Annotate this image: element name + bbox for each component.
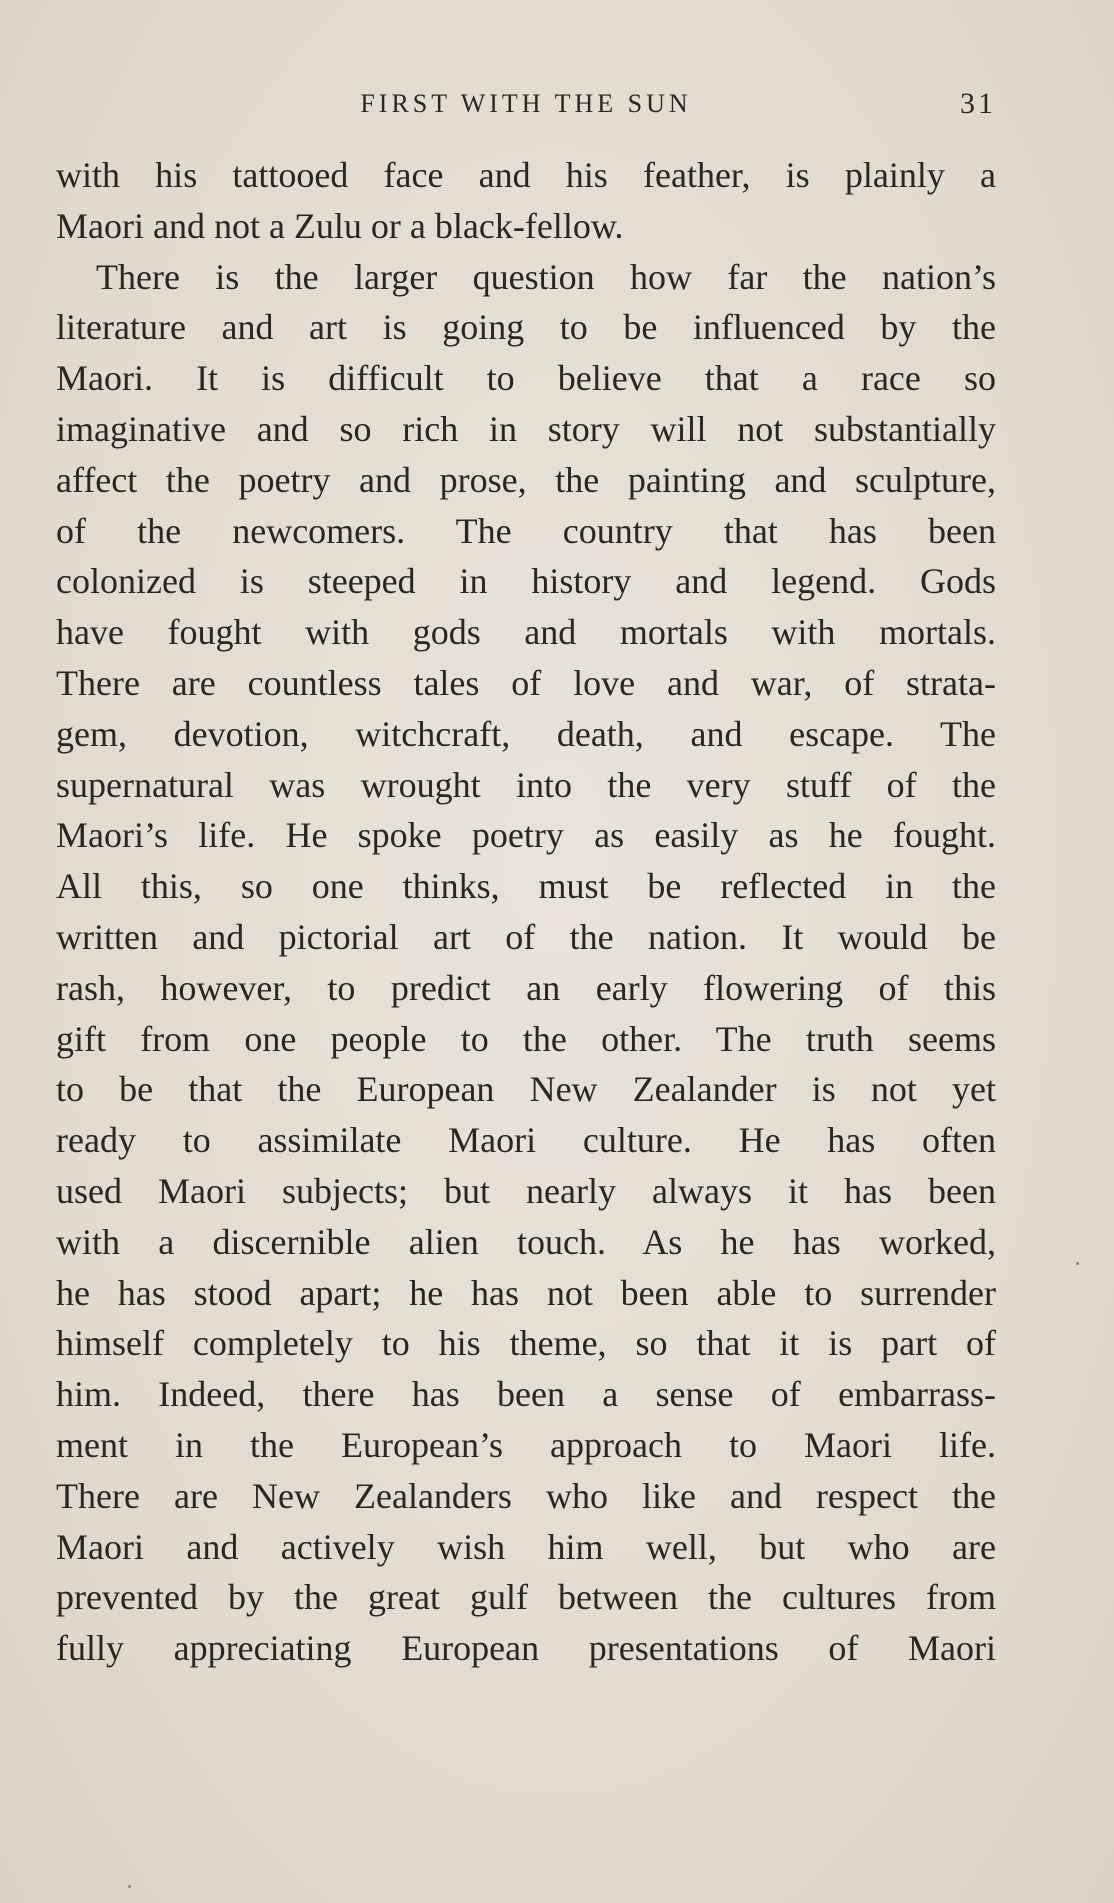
text-line: have fought with gods and mortals with mortals.: [56, 612, 996, 653]
text-line: written and pictorial art of the nation. It would be: [56, 916, 996, 957]
text-line: rash, however, to predict an early flowering of this: [56, 967, 996, 1008]
text-line: Maori and actively wish him well, but who are: [56, 1526, 996, 1567]
text-line: All this, so one thinks, must be reflected in the: [56, 866, 996, 907]
text-line: gift from one people to the other. The truth seems: [56, 1018, 996, 1059]
text-line: him. Indeed, there has been a sense of embarrass-: [56, 1374, 996, 1415]
text-line: of the newcomers. The country that has been: [56, 510, 996, 551]
text-line: used Maori subjects; but nearly always it has been: [56, 1170, 996, 1211]
paper-speck: [1076, 1262, 1079, 1265]
text-line: Maori and not a Zulu or a black-fellow.: [56, 205, 624, 246]
text-line: There is the larger question how far the nation’s: [96, 256, 996, 297]
text-line: gem, devotion, witchcraft, death, and escape. The: [56, 713, 996, 754]
text-line: with a discernible alien touch. As he has worked,: [56, 1221, 996, 1262]
text-line: colonized is steeped in history and legend. Gods: [56, 561, 996, 602]
page-number: 31: [960, 87, 996, 120]
body-text: [56, 150, 996, 1674]
text-line: himself completely to his theme, so that it is part of: [56, 1323, 996, 1364]
text-line: with his tattooed face and his feather, is plainly a: [56, 155, 996, 195]
running-title: FIRST WITH THE SUN: [360, 89, 692, 118]
text-line: ment in the European’s approach to Maori life.: [56, 1424, 996, 1465]
text-line: to be that the European New Zealander is not yet: [56, 1069, 996, 1110]
paper-speck: [128, 1885, 131, 1888]
text-line: ready to assimilate Maori culture. He has often: [56, 1120, 996, 1161]
text-line: literature and art is going to be influenced by the: [56, 307, 996, 348]
text-line: There are countless tales of love and war, of strata-: [56, 662, 996, 703]
page-header: [56, 86, 996, 126]
text-line: Maori. It is difficult to believe that a race so: [56, 358, 996, 399]
text-line: affect the poetry and prose, the painting and sculpture,: [56, 459, 996, 500]
text-line: There are New Zealanders who like and respect the: [56, 1475, 996, 1516]
text-line: prevented by the great gulf between the cultures from: [56, 1577, 996, 1618]
text-line: fully appreciating European presentations of Maori: [56, 1628, 996, 1669]
text-line: imaginative and so rich in story will not substantially: [56, 408, 996, 449]
text-line: Maori’s life. He spoke poetry as easily as he fought.: [56, 815, 996, 856]
text-line: he has stood apart; he has not been able to surrender: [56, 1272, 996, 1313]
text-line: supernatural was wrought into the very stuff of the: [56, 764, 996, 805]
